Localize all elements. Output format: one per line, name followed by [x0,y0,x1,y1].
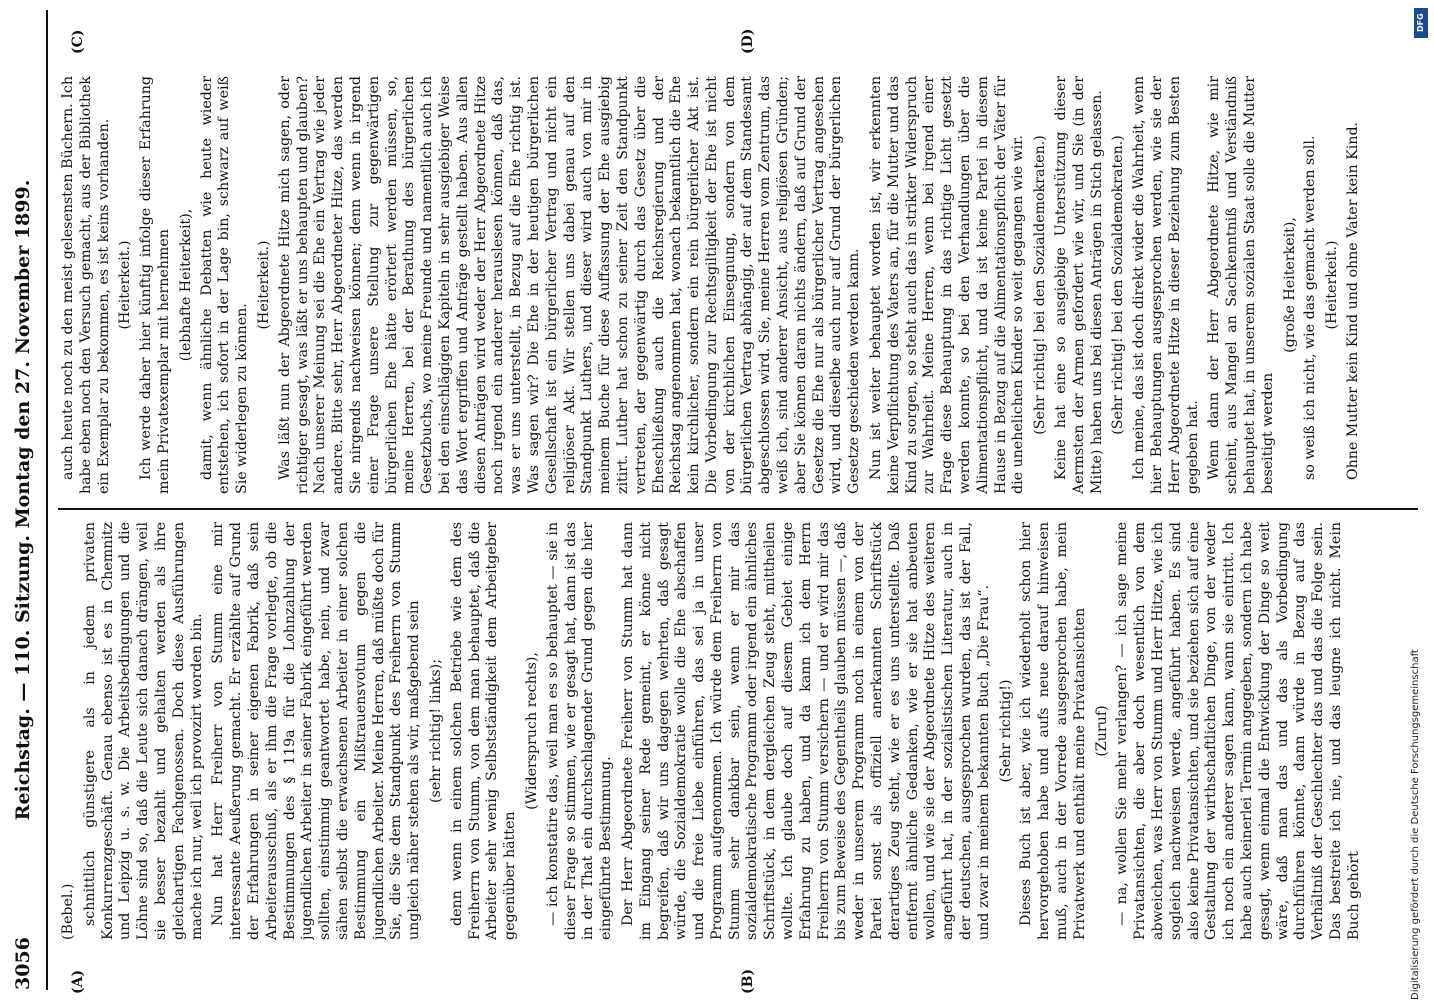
paragraph: Wenn dann der Herr Abgeordnete Hitze, wie mir scheint, aus Mangel an Sachkenntniß und Verständniß behauptet hat, in unserem sozialen Staat solle die Mutter beseitigt werden [1206,76,1276,494]
paragraph: Dieses Buch ist aber, wie ich wiederholt schon hier hervorgehoben habe und aufs neue darauf hinweisen muß, auch in der Vorrede ausgesprochen habe, mein Privatwerk und enthält meine Privatansichten [1018,522,1088,940]
paragraph: Ich meine, das ist doch direkt wider die Wahrheit, wenn hier Behauptungen ausgesprochen werden, wie sie der Herr Abgeordnete Hitze in dieser Beziehung zum Besten gegeben hat. [1131,76,1201,494]
digitization-credit: Digitalisierung gefördert durch die Deutsche Forschungsgemeinschaft [1410,649,1421,1000]
page-number: 3056 [12,937,34,990]
margin-mark-c: (C) [70,29,86,54]
paragraph: Nun ist weiter behauptet worden ist, wir erkennten keine Verpflichtung des Vaters an, für die Mutter und das Kind zu sorgen, so steht auch das in strikter Widerspruch zur Wahrheit. Meine Herren, wenn bei irgend einer Frage diese Behauptung in das richtige Licht gesetzt werden konnte, so bei den Verhandlungen über die Alimentationspflicht, und da ist keine Partei in diesem Hause in Bezug auf die Alimentationspflicht der Väter für die unehelichen Kinder so weit gegangen wie wir. [868,76,1027,494]
paragraph: schnittlich günstigere als in jedem privaten Konkurrenzgeschäft. Genau ebenso ist es in Chemnitz und Leipzig u. s. w. Die Arbeitsbedingungen und die Löhne sind so, daß die Leute sich danach drängen, weil sie besser bezahlt und gehalten werden als ihre gleichartigen Fachgenossen. Doch diese Ausführungen mache ich nur, weil ich provozirt worden bin. [81,522,205,940]
paragraph: auch heute noch zu den meist gelesensten Büchern. Ich habe eben noch den Versuch gemacht, aus der Bibliothek ein Exemplar zu bekommen, es ist keins vorhanden. [60,76,112,494]
paragraph: so weiß ich nicht, wie das gemacht werden soll. [1302,135,1319,480]
interjection: (Sehr richtig!) [997,679,1014,783]
interjection: (Heiterkeit.) [1324,240,1341,330]
interjection: (Heiterkeit.) [117,240,134,330]
text-column-left [60,522,1420,940]
interjection: (Heiterkeit.) [255,240,272,330]
page-header [12,10,42,990]
margin-mark-d: (D) [740,28,756,54]
interjection: (Widerspruch rechts), [523,652,540,810]
margin-mark-b: (B) [740,968,756,994]
page-title: Reichstag. — 110. Sitzung. Montag den 27. November 1899. [12,179,34,821]
interjection: (Zuruf) [1093,705,1110,757]
interjection: (sehr richtig! links); [427,659,444,803]
paragraph: Was läßt nun der Abgeordnete Hitze mich sagen, oder richtiger gesagt, was läßt er uns behaupten und glauben? Nach unserer Meinung sei die Ehe ein Vertrag wie jeder andere. Bitte sehr, Herr Abgeordneter Hitze, das werden Sie nirgends nachweisen können; denn wenn in irgend einer Frage unsere Stellung zur gegenwärtigen bürgerlichen Ehe hätte erörtert werden müssen, so, meine Herren, bei der Berathung des bürgerlichen Gesetzbuchs, wo meine Freunde und namentlich auch ich bei den einschlägigen Kapiteln in sehr ausgiebiger Weise das Wort ergriffen und Anträge gestellt haben. Aus allen diesen Anträgen wird weder der Herr Abgeordnete Hitze noch irgend ein anderer herauslesen können, daß das, was er uns unterstellt, in Bezug auf die Ehe richtig ist. Was sagen wir? Die Ehe in der heutigen bürgerlichen Gesellschaft ist ein bürgerlicher Vertrag und nicht ein religiöser Akt. Wir stellen uns dabei genau auf den Standpunkt Luthers, und dieser wird auch von mir in meinem Buche für diese Auffassung der Ehe ausgiebig zitirt. Luther hat schon zu seiner Zeit den Standpunkt vertreten, der gegenwärtig durch das Gesetz über die Eheschließung auch die Reichsregierung und der Reichstag angenommen hat, wonach bekanntlich die Ehe kein kirchlicher, sondern ein rein bürgerlicher Akt ist. Die Vorbedingung zur Rechtsgiltigkeit der Ehe ist nicht von der kirchlichen Einsegnung, sondern von dem bürgerlichen Vertrag abhängig, der auf dem Standesamt abgeschlossen wird. Sie, meine Herren vom Zentrum, das weiß ich, sind anderer Ansicht, aus religiösen Gründen; aber Sie können daran nichts ändern, daß auf Grund der Gesetze die Ehe nur als bürgerlicher Vertrag angesehen wird, und dieselbe auch nur auf Grund der bürgerlichen Gesetze geschieden werden kann. [276,76,863,494]
paragraph: damit, wenn ähnliche Debatten wie heute wieder entstehen, ich sofort in der Lage bin, schwarz auf weiß Sie widerlegen zu können. [198,76,251,494]
paragraph: Ich werde daher hier künftig infolge dieser Erfahrung mein Privatexemplar mit hernehmen [138,76,172,494]
paragraph: denn wenn in einem solchen Betriebe wie dem des Freiherrn von Stumm, von dem man behauptet, daß die Arbeiter sehr wenig Selbstständigkeit dem Arbeitgeber gegenüber hätten [448,522,519,940]
paragraph: Ohne Mutter kein Kind und ohne Vater kein Kind. [1344,121,1361,480]
paragraph: Nun hat Herr Freiherr von Stumm eine mir interessante Aeußerung gemacht. Er erzählte auf Grund der Erfahrungen in seiner eigenen Fabrik, daß sein Arbeiterausschuß, als er ihm die Frage vorlegte, ob die Bestimmungen des § 119a für die Lohnzahlung der jugendlichen Arbeiter in seiner Fabrik eingeführt werden sollten, einstimmig geantwortet habe, nein, und zwar sähen selbst die erwachsenen Arbeiter in einer solchen Bestimmung ein Mißtrauensvotum gegen die jugendlichen Arbeiter. Meine Herren, daß müßte doch für Sie, die Sie dem Standpunkt des Freiherrn von Stumm ungleich näher stehen als wir, maßgebend sein [210,522,423,940]
column-divider [58,508,1418,510]
paragraph: — ich konstatire das, weil man es so behauptet — sie in dieser Frage so stimmen, wie er gesagt hat, dann ist das in der That ein durchschlagender Grund gegen die hier eingeführte Bestimmung. [544,522,615,940]
paragraph: Der Herr Abgeordnete Freiherr von Stumm hat dann im Eingang seiner Rede gemeint, er könne nicht begreifen, daß wir uns dagegen wehrten, daß gesagt würde, die Sozialdemokratie wolle die Ehe abschaffen und die freie Liebe einführen, das sei ja in unser Programm aufgenommen. Ich würde dem Freiherrn von Stumm sehr dankbar sein, wenn er mir das sozialdemokratische Programm oder irgend ein ähnliches Schriftstück, in dem dergleichen Zeug steht, mittheilen wollte. Ich glaube doch auf diesem Gebiet einige Erfahrung zu haben, und da kann ich dem Herrn Freiherrn von Stumm versichern — und er wird mir das bis zum Beweise des Gegentheils glauben müssen —, daß weder in unserem Programm noch in einem von der Partei sonst als offiziell anerkannten Schriftstück derartiges Zeug steht, wie er es uns unterstellte. Daß entfernt ähnliche Gedanken, wie er sie hat anbeuten wollen, und wie sie der Abgeordnete Hitze des weiteren angeführt hat, in der sozialistischen Literatur, auch in der deutschen, ausgesprochen wurden, das ist der Fall, und zwar in meinem bekannten Buch „Die Frau“. [619,522,992,940]
interjection: (lebhafte Heiterkeit), [177,208,194,362]
interjection: (Sehr richtig! bei den Sozialdemokraten.) [1110,135,1127,435]
text-column-right [60,76,1420,494]
interjection: (Sehr richtig! bei den Sozialdemokraten.) [1032,135,1049,435]
dfg-logo: DFG [1414,8,1428,38]
speaker-label: (Bebel.) [60,883,76,940]
interjection: (große Heiterkeit), [1281,217,1298,353]
header-rule [46,10,48,990]
margin-mark-a: (A) [70,969,86,994]
paragraph: — na, wollen Sie mehr verlangen? — ich sage meine Privatansichten, die aber doch wesentlich von dem abweichen, was Herr von Stumm und Herr Hitze, wie ich sogleich nachweisen werde, angeführt haben. Es sind also keine Privatansichten, und sie beziehen sich auf eine Gestaltung der wirthschaftlichen Dinge, von der weder ich noch ein anderer sagen kann, wann sie eintritt. Ich habe auch keinerlei Termin angegeben, sondern ich habe gesagt, wenn einmal die Entwicklung der Dinge so weit wäre, daß man das und das als Vorbedingung durchführen könnte, dann würde in Bezug auf das Verhältniß der Geschlechter das und das die Folge sein. Das bestreite ich nie, und das leugne ich nicht. Mein Buch gehört [1114,522,1362,940]
paragraph: Keine hat eine so ausgiebige Unterstützung dieser Aermsten der Armen gefordert wie wir, und Sie (in der Mitte) haben uns bei diesen Anträgen in Stich gelassen. [1053,76,1105,494]
